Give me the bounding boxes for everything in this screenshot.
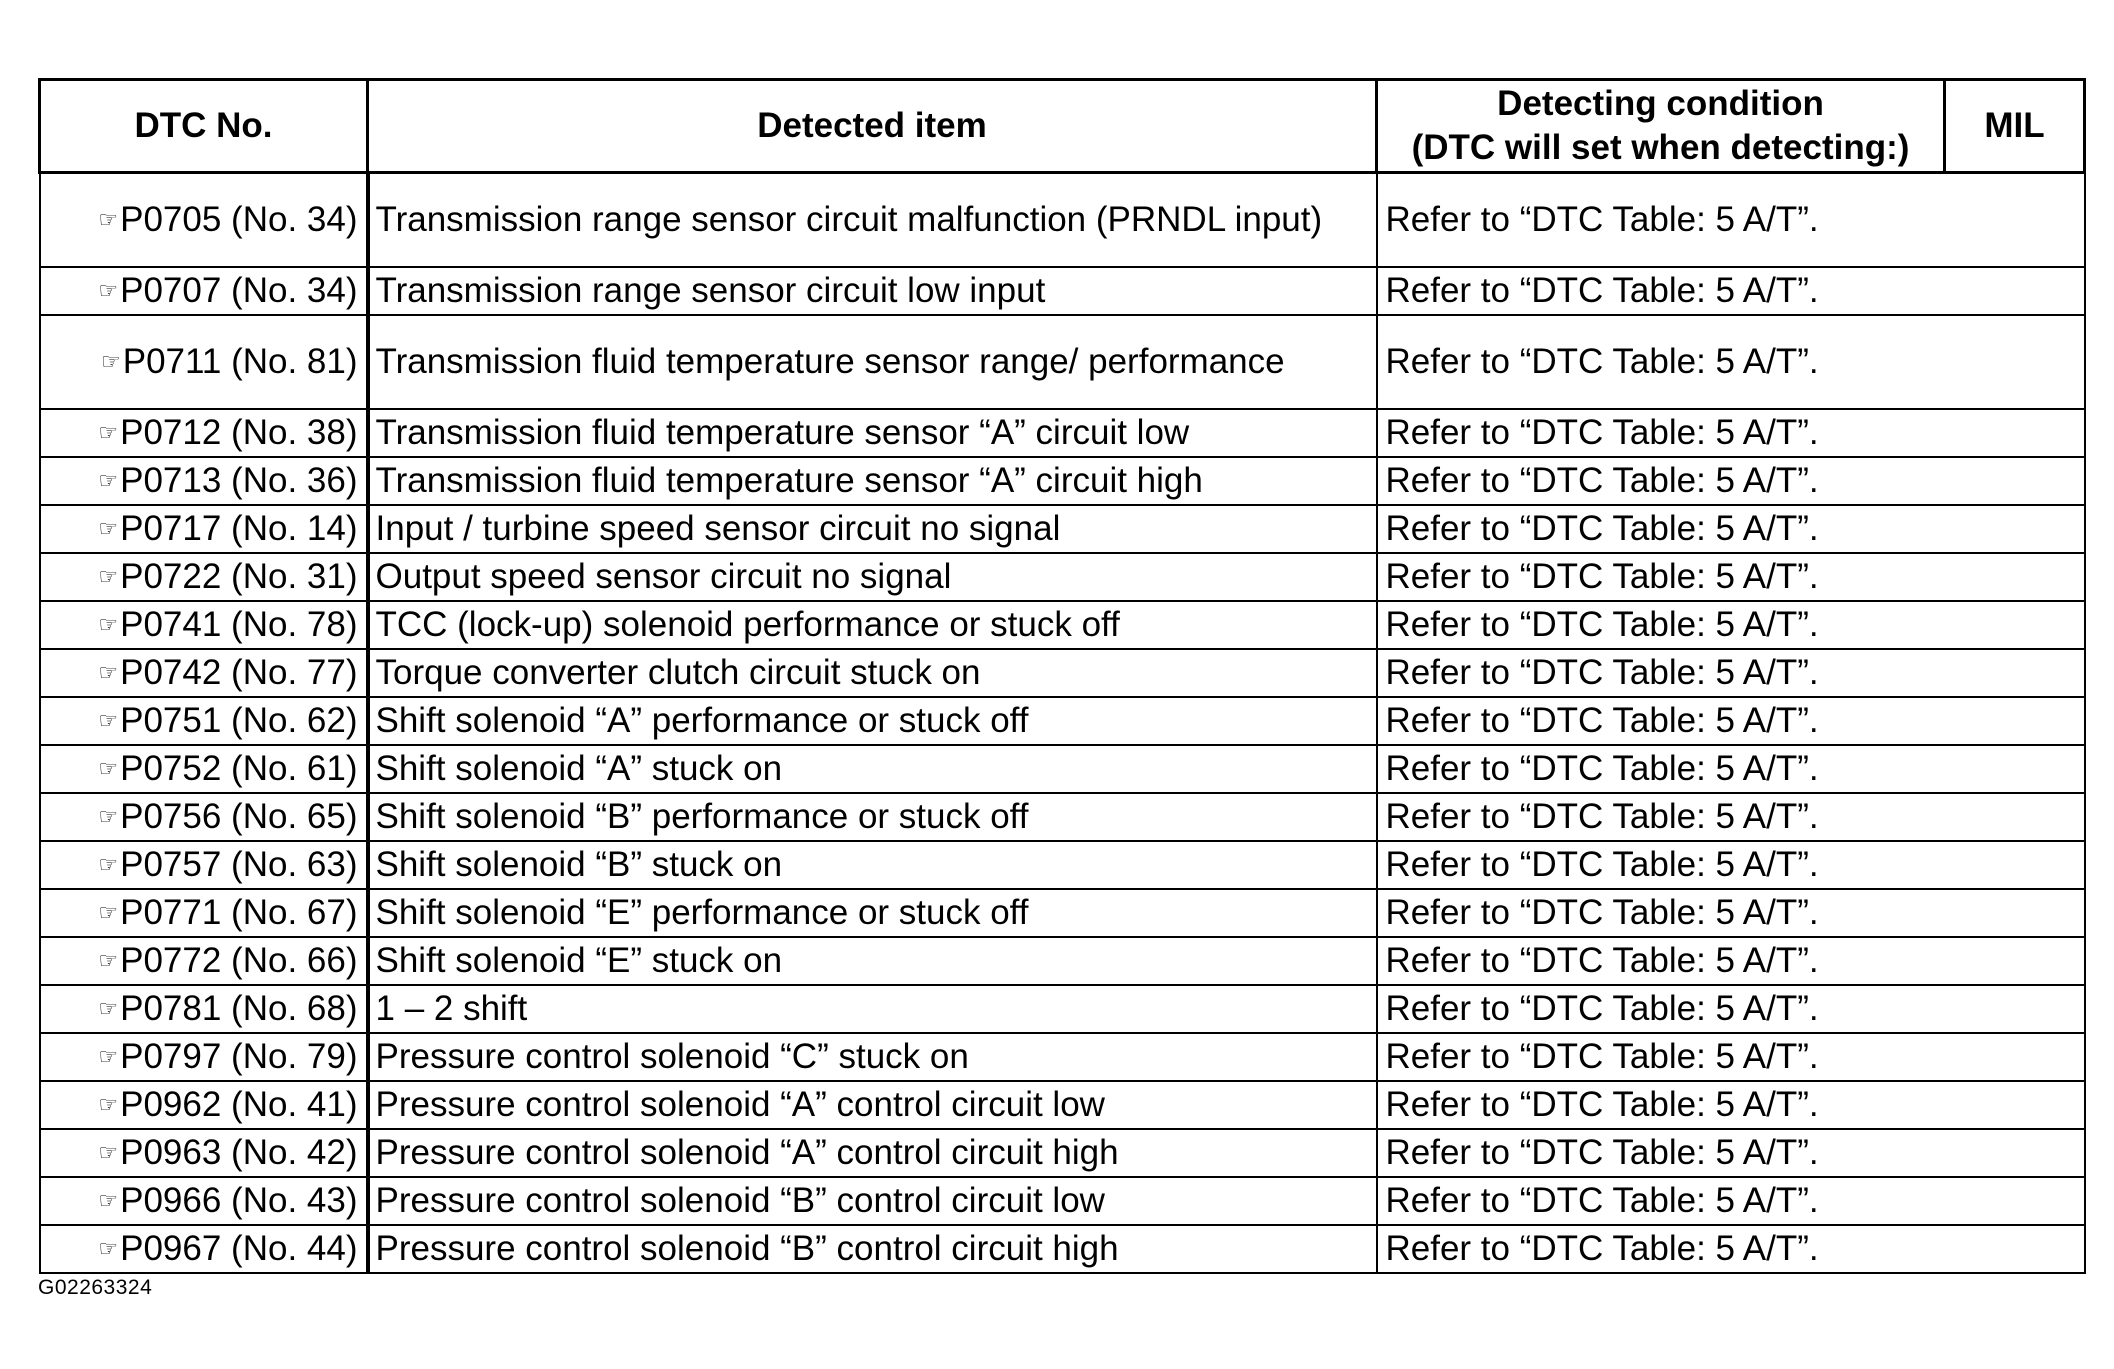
table-row: [40, 937, 2085, 985]
figure-id: G02263324: [38, 1276, 153, 1299]
pointing-hand-icon: ☞: [98, 1188, 119, 1213]
detecting-condition-cell: Refer to “DTC Table: 5 A/T”.: [1377, 889, 2085, 937]
dtc-code: P0722 (No. 31): [120, 557, 358, 596]
detected-item-cell: Transmission fluid temperature sensor range/ performance: [368, 315, 1377, 409]
detected-item-cell: Shift solenoid “B” performance or stuck off: [368, 793, 1377, 841]
detected-item-cell: Pressure control solenoid “B” control circuit low: [368, 1177, 1377, 1225]
detected-item-cell: Pressure control solenoid “C” stuck on: [368, 1033, 1377, 1081]
pointing-hand-icon: ☞: [98, 948, 119, 973]
detecting-condition-cell: Refer to “DTC Table: 5 A/T”.: [1377, 985, 2085, 1033]
detected-item-cell: Pressure control solenoid “B” control circuit high: [368, 1225, 1377, 1273]
pointing-hand-icon: ☞: [98, 420, 119, 445]
dtc-code-cell: [40, 267, 368, 315]
dtc-code: P0711 (No. 81): [122, 342, 358, 381]
dtc-code-cell: [40, 409, 368, 457]
detected-item-cell: Shift solenoid “E” stuck on: [368, 937, 1377, 985]
header-detecting-condition: [1377, 80, 1945, 173]
pointing-hand-icon: ☞: [98, 1092, 119, 1117]
detected-item-cell: Torque converter clutch circuit stuck on: [368, 649, 1377, 697]
dtc-code: P0752 (No. 61): [120, 749, 358, 788]
table-header: [40, 80, 2085, 173]
dtc-code: P0751 (No. 62): [120, 701, 358, 740]
pointing-hand-icon: ☞: [98, 852, 119, 877]
detected-item-cell: Shift solenoid “A” stuck on: [368, 745, 1377, 793]
table-row: [40, 793, 2085, 841]
table-row: [40, 1225, 2085, 1273]
pointing-hand-icon: ☞: [98, 996, 119, 1021]
detected-item-cell: Shift solenoid “A” performance or stuck off: [368, 697, 1377, 745]
pointing-hand-icon: ☞: [98, 278, 119, 303]
pointing-hand-icon: ☞: [98, 468, 119, 493]
dtc-code-cell: [40, 793, 368, 841]
pointing-hand-icon: ☞: [98, 660, 119, 685]
detecting-condition-cell: Refer to “DTC Table: 5 A/T”.: [1377, 601, 2085, 649]
detecting-condition-cell: Refer to “DTC Table: 5 A/T”.: [1377, 1033, 2085, 1081]
header-row: [40, 80, 2085, 173]
table-row: [40, 505, 2085, 553]
detected-item-cell: Shift solenoid “E” performance or stuck off: [368, 889, 1377, 937]
table-row: [40, 601, 2085, 649]
dtc-code-cell: [40, 1225, 368, 1273]
detecting-condition-cell: Refer to “DTC Table: 5 A/T”.: [1377, 267, 2085, 315]
dtc-code: P0962 (No. 41): [120, 1085, 358, 1124]
header-detecting-condition-line1: Detecting condition: [1497, 84, 1824, 123]
detecting-condition-cell: Refer to “DTC Table: 5 A/T”.: [1377, 1177, 2085, 1225]
pointing-hand-icon: ☞: [98, 612, 119, 637]
pointing-hand-icon: ☞: [98, 207, 119, 232]
header-dtc-no: DTC No.: [40, 80, 368, 173]
detected-item-cell: Transmission fluid temperature sensor “A” circuit high: [368, 457, 1377, 505]
dtc-code-cell: [40, 889, 368, 937]
detecting-condition-cell: Refer to “DTC Table: 5 A/T”.: [1377, 553, 2085, 601]
table-row: [40, 553, 2085, 601]
pointing-hand-icon: ☞: [98, 900, 119, 925]
detecting-condition-cell: Refer to “DTC Table: 5 A/T”.: [1377, 505, 2085, 553]
table-row: [40, 697, 2085, 745]
header-detecting-condition-line2: (DTC will set when detecting:): [1411, 128, 1910, 167]
pointing-hand-icon: ☞: [98, 1140, 119, 1165]
header-detected-item: Detected item: [368, 80, 1377, 173]
dtc-code-cell: [40, 841, 368, 889]
dtc-code-cell: [40, 697, 368, 745]
detecting-condition-cell: Refer to “DTC Table: 5 A/T”.: [1377, 1225, 2085, 1273]
dtc-code: P0757 (No. 63): [120, 845, 358, 884]
detecting-condition-cell: Refer to “DTC Table: 5 A/T”.: [1377, 173, 2085, 268]
detecting-condition-cell: Refer to “DTC Table: 5 A/T”.: [1377, 1081, 2085, 1129]
table-row: [40, 985, 2085, 1033]
table-row: [40, 1129, 2085, 1177]
table-row: [40, 267, 2085, 315]
detected-item-cell: Transmission range sensor circuit low input: [368, 267, 1377, 315]
dtc-code: P0771 (No. 67): [120, 893, 358, 932]
dtc-code: P0781 (No. 68): [120, 989, 358, 1028]
pointing-hand-icon: ☞: [98, 756, 119, 781]
detected-item-cell: TCC (lock-up) solenoid performance or stuck off: [368, 601, 1377, 649]
dtc-code: P0742 (No. 77): [120, 653, 358, 692]
pointing-hand-icon: ☞: [101, 349, 121, 374]
dtc-code-cell: [40, 1033, 368, 1081]
dtc-code: P0772 (No. 66): [120, 941, 358, 980]
pointing-hand-icon: ☞: [98, 1236, 119, 1261]
dtc-code: P0712 (No. 38): [120, 413, 358, 452]
detecting-condition-cell: Refer to “DTC Table: 5 A/T”.: [1377, 409, 2085, 457]
detected-item-cell: Pressure control solenoid “A” control circuit high: [368, 1129, 1377, 1177]
dtc-code: P0717 (No. 14): [120, 509, 358, 548]
dtc-code: P0797 (No. 79): [120, 1037, 358, 1076]
pointing-hand-icon: ☞: [98, 708, 119, 733]
table-row: [40, 315, 2085, 409]
table-row: [40, 745, 2085, 793]
table-row: [40, 173, 2085, 268]
table-row: [40, 409, 2085, 457]
dtc-code: P0713 (No. 36): [120, 461, 358, 500]
detected-item-cell: Input / turbine speed sensor circuit no signal: [368, 505, 1377, 553]
dtc-code-cell: [40, 505, 368, 553]
detected-item-cell: Shift solenoid “B” stuck on: [368, 841, 1377, 889]
header-mil: MIL: [1945, 80, 2085, 173]
detected-item-cell: 1 – 2 shift: [368, 985, 1377, 1033]
dtc-code-cell: [40, 1177, 368, 1225]
dtc-code: P0707 (No. 34): [120, 271, 358, 310]
detecting-condition-cell: Refer to “DTC Table: 5 A/T”.: [1377, 1129, 2085, 1177]
table-row: [40, 841, 2085, 889]
table-row: [40, 1177, 2085, 1225]
dtc-code-cell: [40, 985, 368, 1033]
dtc-code-cell: [40, 1129, 368, 1177]
detected-item-cell: Transmission fluid temperature sensor “A” circuit low: [368, 409, 1377, 457]
table-row: [40, 1081, 2085, 1129]
pointing-hand-icon: ☞: [98, 516, 119, 541]
dtc-code-cell: [40, 457, 368, 505]
detected-item-cell: Pressure control solenoid “A” control circuit low: [368, 1081, 1377, 1129]
dtc-code-cell: [40, 553, 368, 601]
dtc-code-cell: [40, 937, 368, 985]
table-body: [40, 173, 2085, 1274]
table-row: [40, 889, 2085, 937]
detecting-condition-cell: Refer to “DTC Table: 5 A/T”.: [1377, 315, 2085, 409]
dtc-code-cell: [40, 649, 368, 697]
dtc-code-cell: [40, 745, 368, 793]
dtc-code: P0967 (No. 44): [120, 1229, 358, 1268]
detecting-condition-cell: Refer to “DTC Table: 5 A/T”.: [1377, 937, 2085, 985]
detecting-condition-cell: Refer to “DTC Table: 5 A/T”.: [1377, 745, 2085, 793]
pointing-hand-icon: ☞: [98, 1044, 119, 1069]
detected-item-cell: Transmission range sensor circuit malfunction (PRNDL input): [368, 173, 1377, 268]
dtc-code-cell: [40, 173, 368, 268]
detecting-condition-cell: Refer to “DTC Table: 5 A/T”.: [1377, 793, 2085, 841]
pointing-hand-icon: ☞: [98, 804, 119, 829]
dtc-code: P0705 (No. 34): [120, 200, 358, 239]
detecting-condition-cell: Refer to “DTC Table: 5 A/T”.: [1377, 649, 2085, 697]
table-row: [40, 649, 2085, 697]
table-row: [40, 1033, 2085, 1081]
dtc-code-cell: [40, 601, 368, 649]
dtc-table: [38, 78, 2086, 1274]
detecting-condition-cell: Refer to “DTC Table: 5 A/T”.: [1377, 457, 2085, 505]
dtc-code: P0741 (No. 78): [120, 605, 358, 644]
dtc-code: P0963 (No. 42): [120, 1133, 358, 1172]
dtc-code-cell: [40, 315, 368, 409]
dtc-code: P0966 (No. 43): [120, 1181, 358, 1220]
dtc-code: P0756 (No. 65): [120, 797, 358, 836]
dtc-code-cell: [40, 1081, 368, 1129]
detected-item-cell: Output speed sensor circuit no signal: [368, 553, 1377, 601]
table-row: [40, 457, 2085, 505]
pointing-hand-icon: ☞: [98, 564, 119, 589]
detecting-condition-cell: Refer to “DTC Table: 5 A/T”.: [1377, 697, 2085, 745]
detecting-condition-cell: Refer to “DTC Table: 5 A/T”.: [1377, 841, 2085, 889]
